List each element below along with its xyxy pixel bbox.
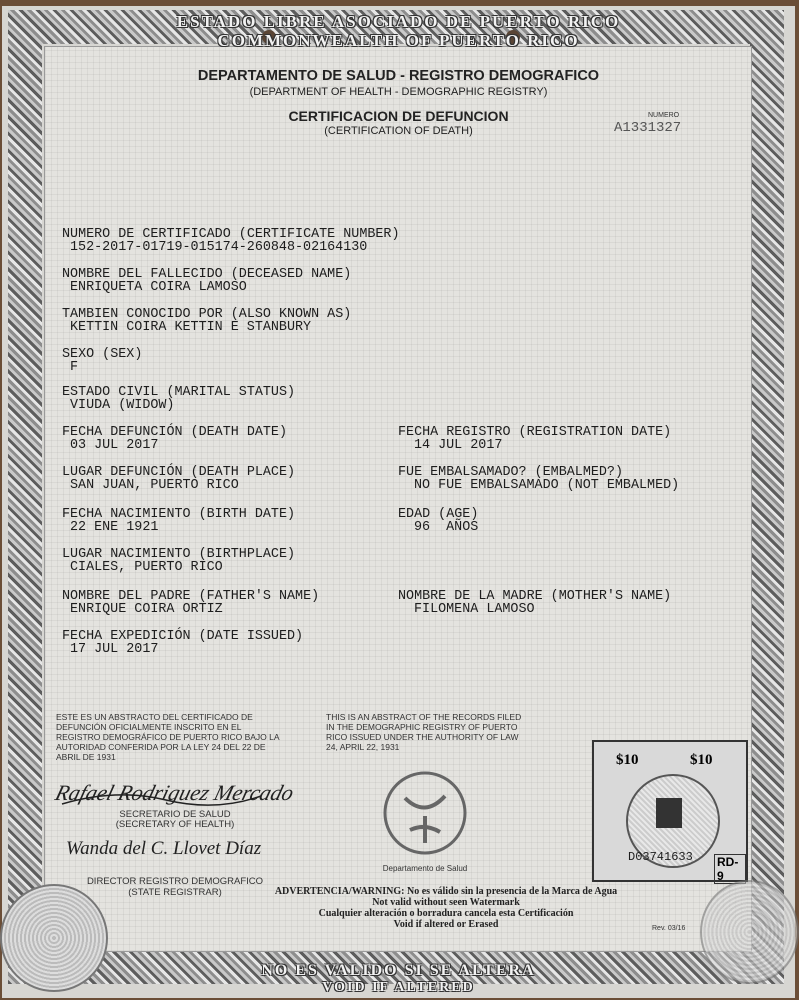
cert-number-label: NUMERO DE CERTIFICADO (CERTIFICATE NUMBER) <box>62 227 400 242</box>
death-place-label: LUGAR DEFUNCIÓN (DEATH PLACE) <box>62 465 296 480</box>
cert-number: 152-2017-01719-015174-260848-02164130 <box>70 240 368 255</box>
department-title: DEPARTAMENTO DE SALUD - REGISTRO DEMOGRAFICO <box>197 68 600 84</box>
document-title: CERTIFICACION DE DEFUNCION <box>288 108 509 124</box>
banner-top-line2: COMMONWEALTH OF PUERTO RICO <box>217 31 580 50</box>
warning-block <box>266 886 626 930</box>
registrar-title: DIRECTOR REGISTRO DEMOGRAFICO <box>86 876 264 887</box>
deceased-name: ENRIQUETA COIRA LAMOSO <box>70 280 247 295</box>
mother-name: FILOMENA LAMOSO <box>414 602 535 617</box>
banner-bottom-line2: VOID IF ALTERED <box>322 980 475 995</box>
form-code: RD-9 <box>714 854 746 884</box>
abstract-english: THIS IS AN ABSTRACT OF THE RECORDS FILED IN THE DEMOGRAPHIC REGISTRY OF PUERTO RICO ISSUED UNDER THE AUTHORITY OF LAW 24, APRIL 22, 1931 <box>326 712 522 752</box>
secretary-title-en: (SECRETARY OF HEALTH) <box>115 819 235 830</box>
serial-number: A1331327 <box>614 120 682 136</box>
age-label: EDAD (AGE) <box>398 507 479 522</box>
stamp-value-left: $10 <box>616 752 639 768</box>
birthplace: CIALES, PUERTO RICO <box>70 560 223 575</box>
abstract-spanish: ESTE ES UN ABSTRACTO DEL CERTIFICADO DE DEFUNCIÓN OFICIALMENTE INSCRITO EN EL REGISTRO DEMOGRÁFICO DE PUERTO RICO BAJO LA AUTORIDAD CONFERIDA POR LA LEY 24 DEL 22 DE ABRIL DE 1931 <box>56 712 280 762</box>
warning-line-1: ADVERTENCIA/WARNING: No es válido sin la presencia de la Marca de Agua <box>274 886 618 897</box>
coat-of-arms-icon <box>656 798 682 828</box>
aka-value: KETTIN COIRA KETTIN E STANBURY <box>70 320 312 335</box>
embalmed-label: FUE EMBALSAMADO? (EMBALMED?) <box>398 465 623 480</box>
birth-date-label: FECHA NACIMIENTO (BIRTH DATE) <box>62 507 296 522</box>
stamp-value-right: $10 <box>690 752 713 768</box>
date-issued: 17 JUL 2017 <box>70 642 159 657</box>
marital-label: ESTADO CIVIL (MARITAL STATUS) <box>62 385 296 400</box>
aka-label: TAMBIEN CONOCIDO POR (ALSO KNOWN AS) <box>62 307 352 322</box>
embossed-seal-icon <box>0 884 108 992</box>
document-subtitle: (CERTIFICATION OF DEATH) <box>324 125 473 137</box>
registrar-signature <box>62 830 272 864</box>
death-date: 03 JUL 2017 <box>70 438 159 453</box>
sex-label: SEXO (SEX) <box>62 347 143 362</box>
mother-label: NOMBRE DE LA MADRE (MOTHER'S NAME) <box>398 589 672 604</box>
secretary-title: SECRETARIO DE SALUD <box>119 809 231 820</box>
department-logo-caption: Departamento de Salud <box>382 864 468 873</box>
warning-line-4: Void if altered or Erased <box>393 919 499 930</box>
department-subtitle: (DEPARTMENT OF HEALTH - DEMOGRAPHIC REGISTRY) <box>249 86 548 98</box>
date-issued-label: FECHA EXPEDICIÓN (DATE ISSUED) <box>62 629 304 644</box>
number-label: NUMERO <box>648 112 680 119</box>
registration-date-label: FECHA REGISTRO (REGISTRATION DATE) <box>398 425 672 440</box>
department-of-health-logo-icon <box>380 768 470 858</box>
birth-date: 22 ENE 1921 <box>70 520 159 535</box>
secretary-signature <box>52 770 297 810</box>
registration-date: 14 JUL 2017 <box>414 438 503 453</box>
embalmed-value: NO FUE EMBALSAMADO (NOT EMBALMED) <box>414 478 680 493</box>
death-place: SAN JUAN, PUERTO RICO <box>70 478 239 493</box>
father-name: ENRIQUE COIRA ORTIZ <box>70 602 223 617</box>
father-label: NOMBRE DEL PADRE (FATHER'S NAME) <box>62 589 320 604</box>
embossed-seal-icon <box>700 880 799 984</box>
svg-text:Rafael Rodriguez Mercado: Rafael Rodriguez Mercado <box>52 780 297 805</box>
marital-value: VIUDA (WIDOW) <box>70 398 175 413</box>
birthplace-label: LUGAR NACIMIENTO (BIRTHPLACE) <box>62 547 296 562</box>
warning-line-3: Cualquier alteración o borradura cancela esta Certificación <box>318 908 574 919</box>
warning-line-2: Not valid without seen Watermark <box>372 897 520 908</box>
deceased-label: NOMBRE DEL FALLECIDO (DECEASED NAME) <box>62 267 352 282</box>
banner-top-line1: ESTADO LIBRE ASOCIADO DE PUERTO RICO <box>176 12 621 31</box>
banner-bottom-line1: NO ES VALIDO SI SE ALTERA <box>261 962 536 979</box>
death-date-label: FECHA DEFUNCIÓN (DEATH DATE) <box>62 425 287 440</box>
sex-value: F <box>70 360 79 375</box>
registrar-title-en: (STATE REGISTRAR) <box>128 887 222 898</box>
age-value: 96 AÑOS <box>414 520 479 535</box>
stamp-number: D03741633 <box>628 850 693 864</box>
revision-label: Rev. 03/16 <box>652 925 686 932</box>
svg-text:Wanda del C. Llovet Díaz: Wanda del C. Llovet Díaz <box>66 838 262 859</box>
revenue-stamp <box>592 740 748 882</box>
